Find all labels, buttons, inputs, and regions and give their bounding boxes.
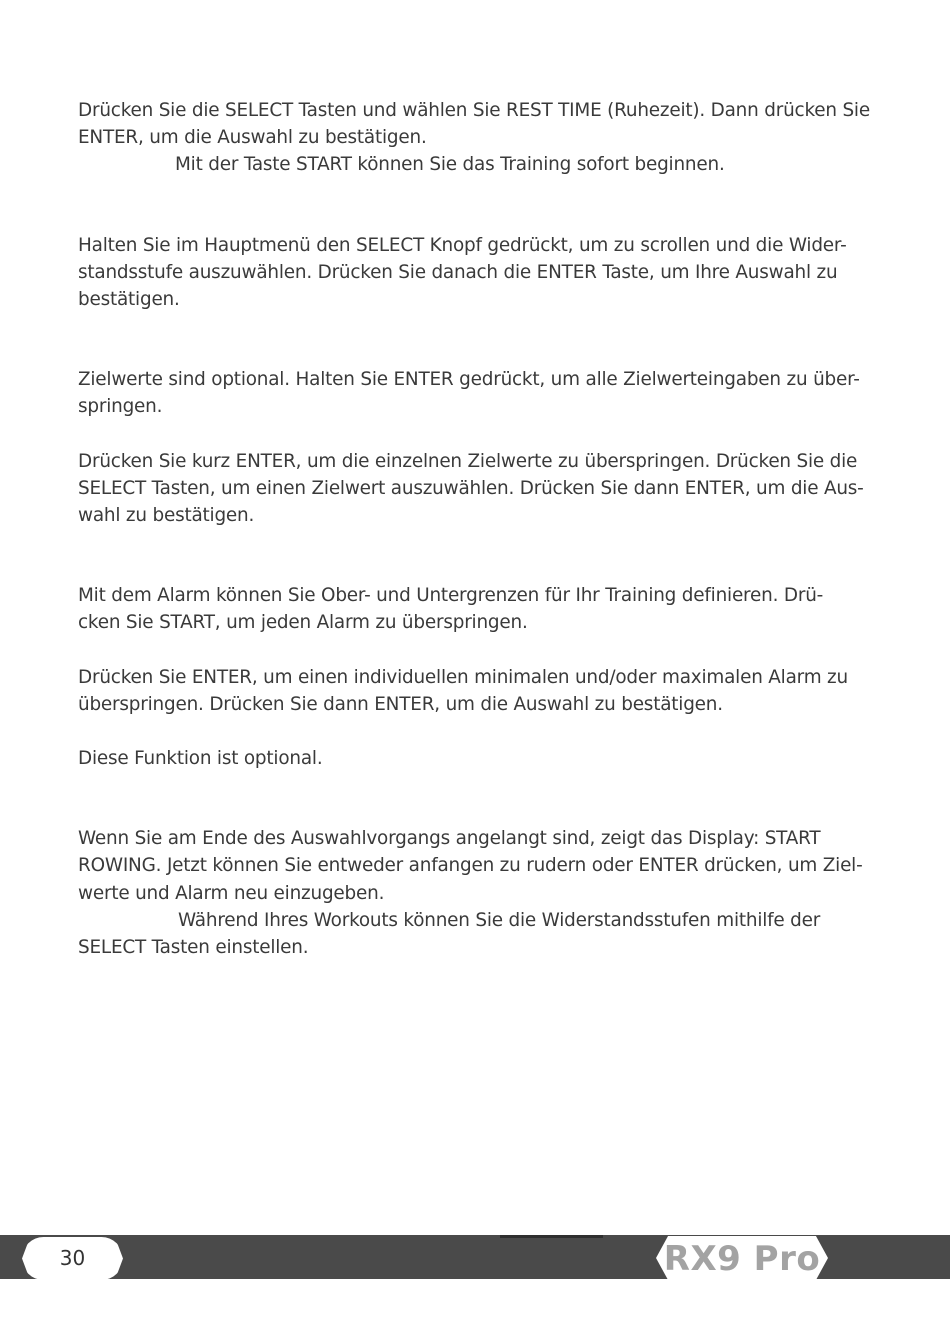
text-line: Drücken Sie die SELECT Tasten und wählen Sie REST TIME (Ruhezeit). Dann drücken Sie [78, 100, 870, 121]
paragraph-alarm-skip [78, 664, 873, 718]
text-line: überspringen. Drücken Sie dann ENTER, um die Auswahl zu bestätigen. [78, 693, 723, 715]
text-line: springen. [78, 396, 163, 418]
text-line: cken Sie START, um jeden Alarm zu überspringen. [78, 612, 528, 634]
paragraph-rest-time [78, 97, 873, 179]
paragraph-resistance [78, 232, 873, 314]
text-line: ROWING. Jetzt können Sie entweder anfangen zu rudern oder ENTER drücken, um Ziel- [78, 855, 863, 877]
page-content [78, 97, 873, 961]
text-line: Diese Funktion ist optional. [78, 748, 323, 770]
paragraph-start-rowing [78, 825, 873, 961]
text-line: Drücken Sie ENTER, um einen individuellen minimalen und/oder maximalen Alarm zu [78, 666, 848, 688]
text-line: Drücken Sie kurz ENTER, um die einzelnen Zielwerte zu überspringen. Drücken Sie die [78, 450, 858, 472]
text-line: Mit dem Alarm können Sie Ober- und Untergrenzen für Ihr Training definieren. Drü- [78, 585, 824, 607]
text-line: standsstufe auszuwählen. Drücken Sie danach die ENTER Taste, um Ihre Auswahl zu [78, 261, 838, 283]
paragraph-alarm [78, 582, 873, 636]
text-line: werte und Alarm neu einzugeben. [78, 882, 385, 904]
text-line: SELECT Tasten, um einen Zielwert auszuwählen. Drücken Sie dann ENTER, um die Aus- [78, 477, 864, 499]
text-line: wahl zu bestätigen. [78, 505, 255, 527]
text-line: bestätigen. [78, 289, 180, 311]
text-line-indented: Während Ihres Workouts können Sie die Widerstandsstufen mithilfe der [178, 909, 821, 931]
text-line: Wenn Sie am Ende des Auswahlvorgangs angelangt sind, zeigt das Display: START [78, 828, 821, 850]
text-line: Halten Sie im Hauptmenü den SELECT Knopf gedrückt, um zu scrollen und die Wider- [78, 234, 847, 256]
text-line: SELECT Tasten einstellen. [78, 937, 309, 959]
text-line: Zielwerte sind optional. Halten Sie ENTER gedrückt, um alle Zielwerteingaben zu über- [78, 369, 860, 391]
text-line: ENTER, um die Auswahl zu bestätigen. [78, 127, 427, 149]
paragraph-targets-optional [78, 366, 873, 420]
brand-logo-text: RX9 Pro [663, 1239, 821, 1279]
paragraph-targets-skip [78, 448, 873, 530]
paragraph-optional [78, 745, 873, 772]
text-line-indented: Mit der Taste START können Sie das Training sofort beginnen. [175, 154, 725, 176]
page-number: 30 [59, 1246, 86, 1270]
footer-accent [500, 1235, 603, 1238]
